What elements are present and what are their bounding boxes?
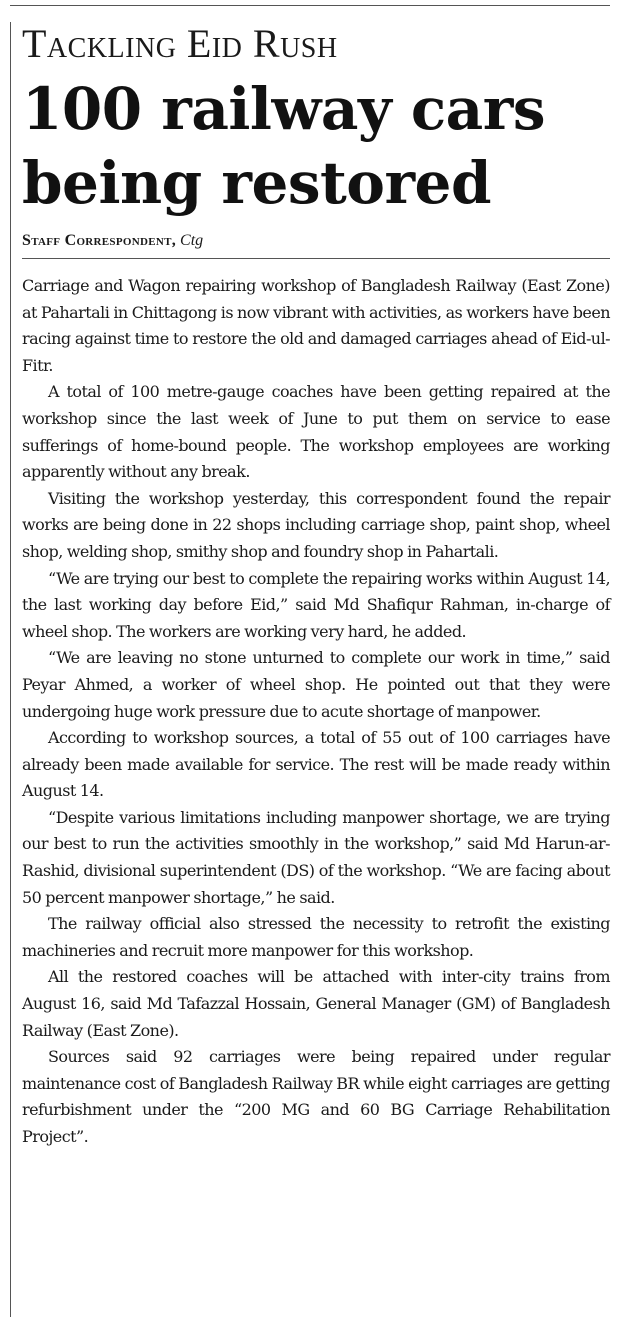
article-headline: 100 railway cars being restored [22,75,545,217]
left-column-rule [10,22,11,1317]
news-article [22,20,610,1151]
article-paragraph: All the restored coaches will be attached with inter-city trains from August 16, said Md Tafazzal Hossain, General Manager (GM) of Bangladesh Railway (East Zone). [22,967,610,1040]
article-kicker: Tackling Eid Rush [22,21,338,66]
article-paragraph: “We are leaving no stone unturned to complete our work in time,” said Peyar Ahmed, a worker of wheel shop. He pointed out that they were undergoing huge work pressure due to acute shortage of manpower. [22,648,610,721]
article-paragraph: A total of 100 metre-gauge coaches have been getting repaired at the workshop since the last week of June to put them on service to ease sufferings of home-bound people. The workshop employees are working apparently without any break. [22,382,610,482]
byline-place: Ctg [180,232,204,249]
article-paragraph: According to workshop sources, a total of 55 out of 100 carriages have already been made available for service. The rest will be made ready within August 14. [22,728,610,801]
article-paragraph: Sources said 92 carriages were being repaired under regular maintenance cost of Bangladesh Railway BR while eight carriages are getting refurbishment under the “200 MG and 60 BG Carriage Rehabilitation Project”. [22,1047,610,1146]
byline-author: Staff Correspondent, [22,232,177,249]
article-byline [22,230,610,259]
article-paragraph: The railway official also stressed the necessity to retrofit the existing machineries and recruit more manpower for this workshop. [22,914,610,960]
article-paragraph: “Despite various limitations including manpower shortage, we are trying our best to run the activities smoothly in the workshop,” said Md Harun-ar-Rashid, divisional superintendent (DS) of the workshop. “We are facing about 50 percent manpower shortage,” he said. [22,807,610,907]
article-paragraph: Visiting the workshop yesterday, this correspondent found the repair works are being done in 22 shops including carriage shop, paint shop, wheel shop, welding shop, smithy shop and foundry shop in Pahartali. [22,488,610,561]
article-body [22,273,610,1151]
article-paragraph: Carriage and Wagon repairing workshop of Bangladesh Railway (East Zone) at Pahartali in Chittagong is now vibrant with activities, as workers have been racing against time to restore the old and damaged carriages ahead of Eid-ul-Fitr. [22,276,610,375]
top-rule [10,5,610,6]
article-paragraph: “We are trying our best to complete the repairing works within August 14, the last working day before Eid,” said Md Shafiqur Rahman, in-charge of wheel shop. The workers are working very hard, he added. [22,568,610,641]
